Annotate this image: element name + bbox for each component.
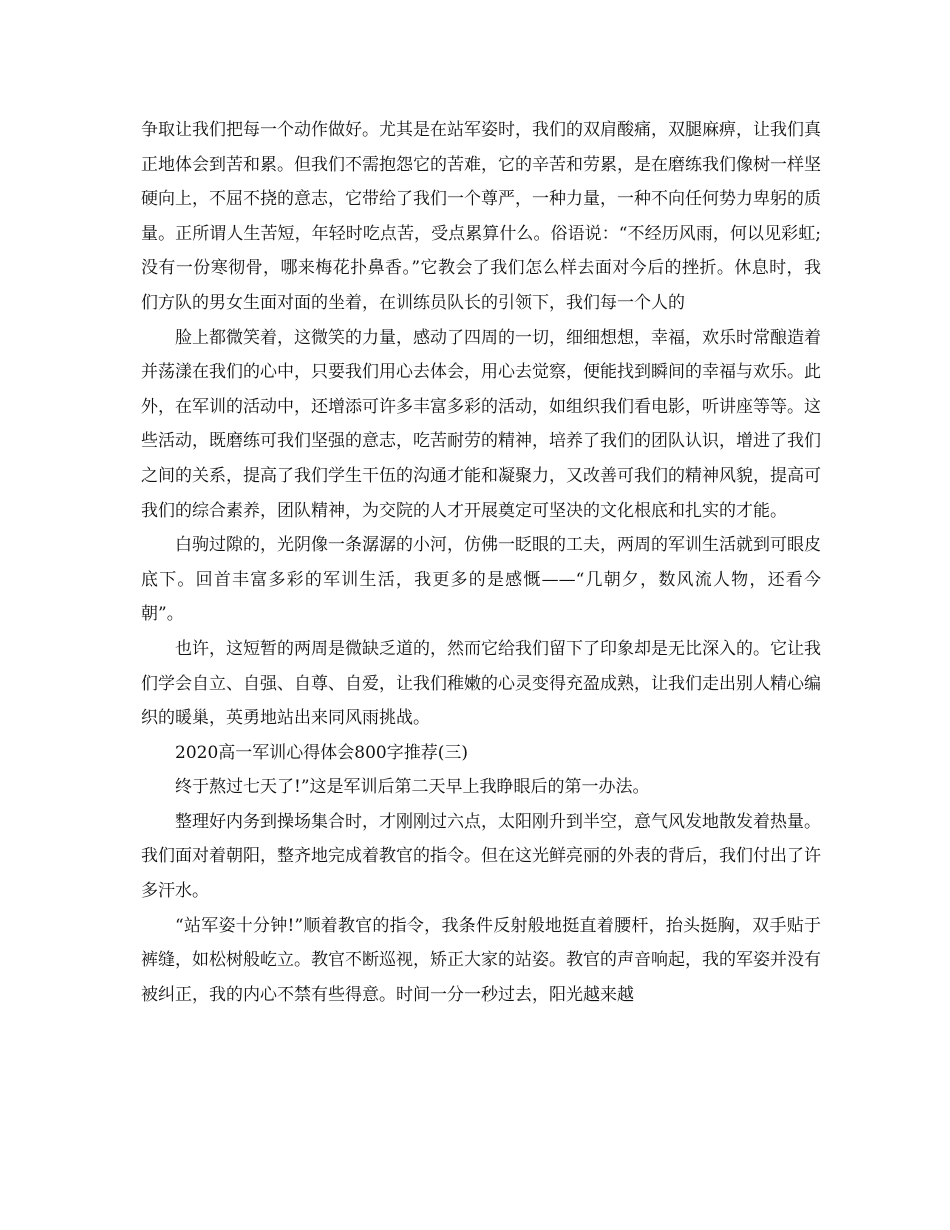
paragraph-6: 整理好内务到操场集合时，才刚刚过六点，太阳刚升到半空，意气风发地散发着热量。我们面对着朝阳，整齐地完成着教官的指令。但在这光鲜亮丽的外表的背后，我们付出了许多汗水。 (141, 811, 821, 902)
paragraph-4: 也许，这短暂的两周是微缺乏道的，然而它给我们留下了印象却是无比深入的。它让我们学会自立、自强、自尊、自爱，让我们稚嫩的心灵变得充盈成熟，让我们走出别人精心编织的暖巢，英勇地站出来同风雨挑战。 (141, 638, 821, 729)
document-body (141, 113, 821, 1012)
paragraph-2: 脸上都微笑着，这微笑的力量，感动了四周的一切，细细想想，幸福，欢乐时常酿造着并荡漾在我们的心中，只要我们用心去体会，用心去觉察，便能找到瞬间的幸福与欢乐。此外，在军训的活动中，还增添可许多丰富多彩的活动，如组织我们看电影，听讲座等等。这些活动，既磨练可我们坚强的意志，吃苦耐劳的精神，培养了我们的团队认识，增进了我们之间的关系，提高了我们学生干伍的沟通才能和凝聚力，又改善可我们的精神风貌，提高可我们的综合素养，团队精神，为交院的人才开展奠定可坚决的文化根底和扎实的才能。 (141, 327, 821, 521)
paragraph-3: 白驹过隙的，光阴像一条潺潺的小河，仿佛一眨眼的工夫，两周的军训生活就到可眼皮底下。回首丰富多彩的军训生活，我更多的是感慨——“几朝夕，数风流人物，还看今朝”。 (141, 535, 821, 625)
paragraph-1: 争取让我们把每一个动作做好。尤其是在站军姿时，我们的双肩酸痛，双腿麻痹，让我们真正地体会到苦和累。但我们不需抱怨它的苦难，它的辛苦和劳累，是在磨练我们像树一样坚硬向上，不屈不挠的意志，它带给了我们一个尊严，一种力量，一种不向任何势力卑躬的质量。正所谓人生苦短，年轻时吃点苦，受点累算什么。俗语说：“不经历风雨，何以见彩虹;没有一份寒彻骨，哪来梅花扑鼻香。”它教会了我们怎么样去面对今后的挫折。休息时，我们方队的男女生面对面的坐着，在训练员队长的引领下，我们每一个人的 (141, 120, 821, 313)
section-heading: 2020高一军训心得体会800字推荐(三) (175, 742, 468, 763)
paragraph-5: 终于熬过七天了!”这是军训后第二天早上我睁眼后的第一办法。 (175, 777, 650, 798)
paragraph-7: “站军姿十分钟!”顺着教官的指令，我条件反射般地挺直着腰杆，抬头挺胸，双手贴于裤缝，如松树般屹立。教官不断巡视，矫正大家的站姿。教官的声音响起，我的军姿并没有被纠正，我的内心不禁有些得意。时间一分一秒过去，阳光越来越 (141, 915, 821, 1005)
